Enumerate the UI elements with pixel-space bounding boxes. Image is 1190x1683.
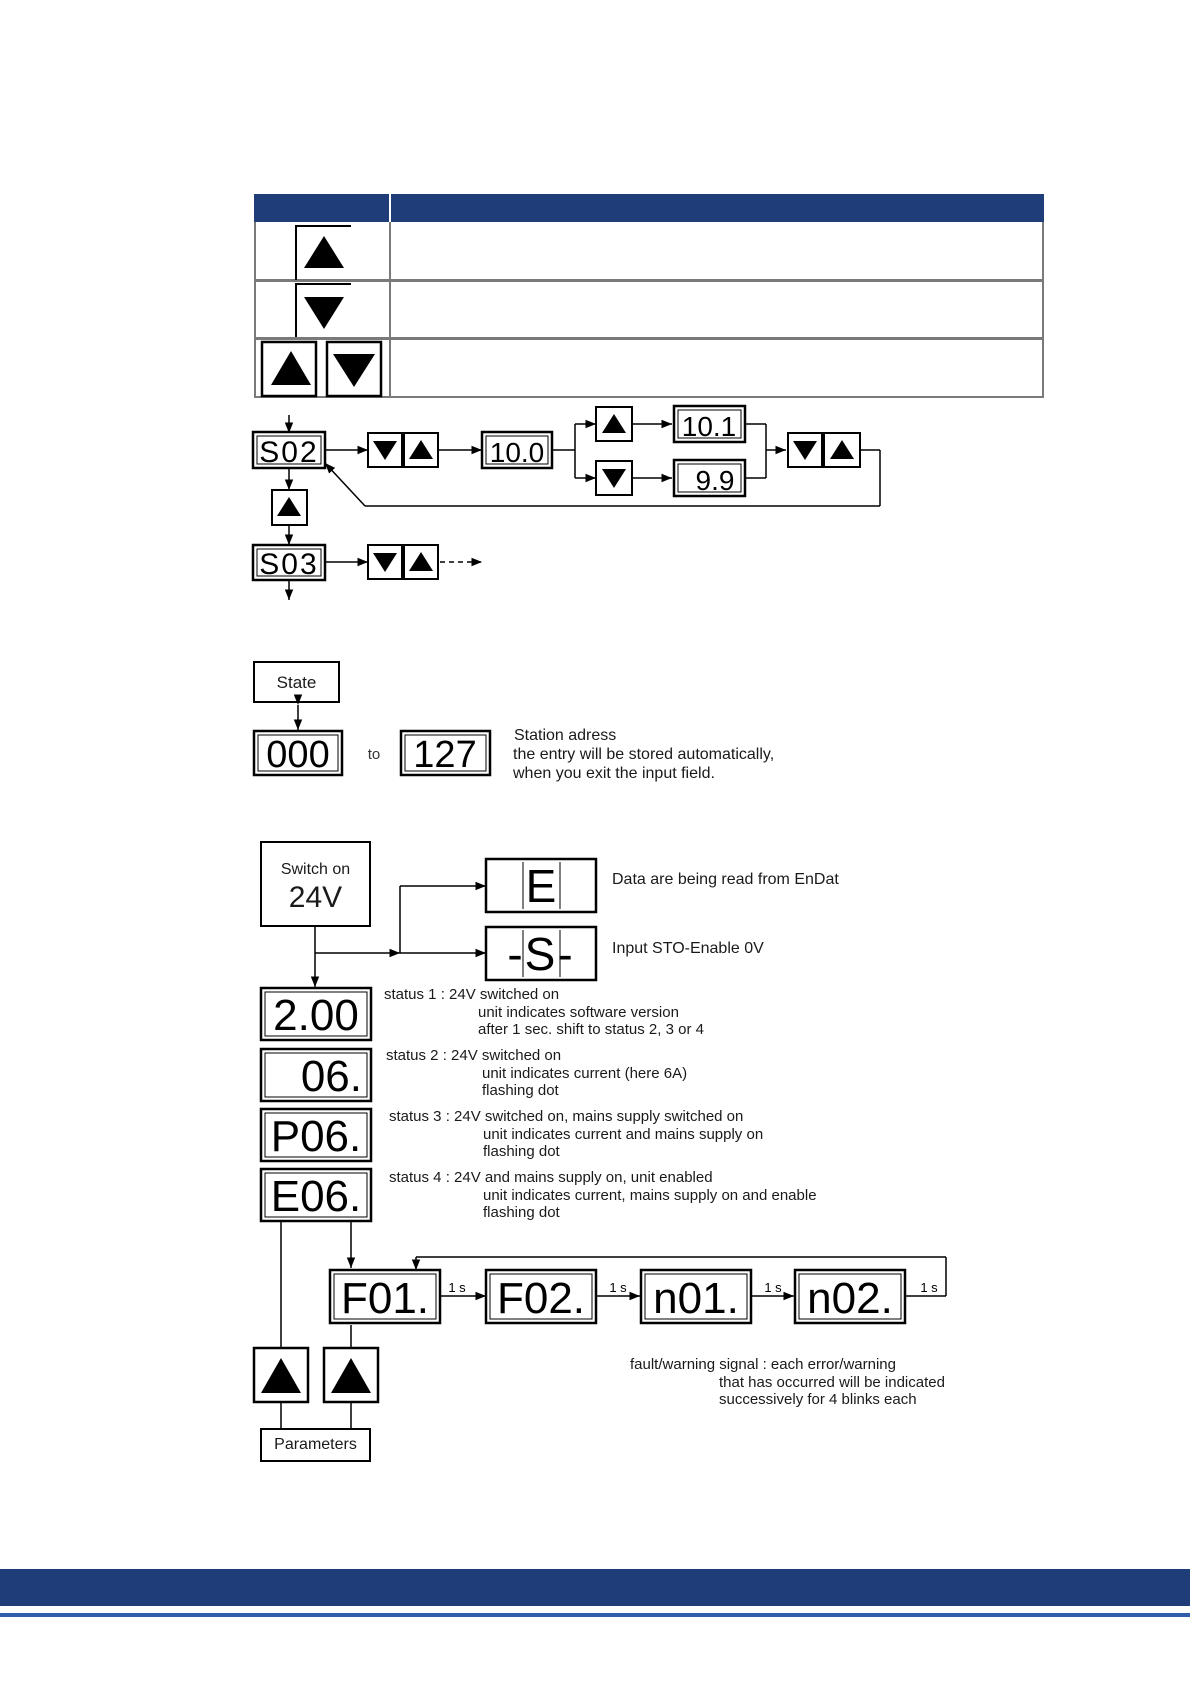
status-line: unit indicates current and mains supply on [483,1126,764,1143]
seven-segment-display [795,1270,905,1323]
fault-desc-line: fault/warning signal : each error/warning [630,1356,896,1373]
display-value: E [525,860,557,912]
footer-line [0,1613,1190,1617]
to-label: to [367,746,381,763]
status-line: flashing dot [482,1082,559,1099]
up-key-icon [824,433,860,467]
display-value: F02. [496,1274,586,1323]
seven-segment-display [674,460,745,496]
station-desc-line: the entry will be stored automatically, [513,746,775,763]
seven-segment-display [261,1109,371,1161]
station-desc-title: Station adress [514,727,617,744]
status-line: status 3 : 24V switched on, mains supply switched on [389,1108,744,1125]
interval-label: 1 s [920,1280,938,1295]
seven-segment-display [674,406,745,442]
display-value: 000 [266,734,330,776]
display-value: 127 [413,734,477,776]
seven-segment-display [253,545,325,581]
seven-segment-display [330,1270,440,1323]
seven-segment-display [641,1270,751,1323]
display-e-desc: Data are being read from EnDat [612,871,839,888]
state-label: State [276,673,317,692]
interval-label: 1 s [764,1280,782,1295]
up-key-icon [254,1348,308,1402]
switch-on-voltage: 24V [288,881,343,914]
display-value: P06. [270,1112,362,1161]
status-line: unit indicates current (here 6A) [482,1065,688,1082]
down-key-icon [368,545,402,579]
status-line: flashing dot [483,1143,560,1160]
display-value: 06. [300,1052,362,1101]
up-key-icon [404,433,438,467]
display-value: n02. [807,1274,893,1323]
up-key-icon [324,1348,378,1402]
down-key-icon [596,461,632,495]
status-line: status 2 : 24V switched on [386,1047,562,1064]
status-line: flashing dot [483,1204,560,1221]
interval-label: 1 s [609,1280,627,1295]
parameter-diagram [0,0,1190,620]
status-line: unit indicates current, mains supply on and enable [483,1187,817,1204]
switch-on-label: Switch on [280,861,351,878]
display-value: S03 [259,548,319,581]
status-line: status 1 : 24V switched on [384,986,560,1003]
status-line: after 1 sec. shift to status 2, 3 or 4 [478,1021,704,1038]
fault-desc-line: successively for 4 blinks each [719,1391,917,1408]
display-value: S02 [259,436,319,469]
display-value: 2.00 [273,991,359,1040]
station-desc-line: when you exit the input field. [513,765,715,782]
seven-segment-display [253,432,325,469]
up-key-icon [404,545,438,579]
display-value: -S- [507,928,575,980]
display-value: 9.9 [695,465,735,496]
display-value: F01. [340,1274,430,1323]
parameters-label: Parameters [274,1436,357,1453]
status-line: unit indicates software version [478,1004,679,1021]
down-key-icon [788,433,822,467]
fault-desc-line: that has occurred will be indicated [719,1374,945,1391]
startup-flow-lines [281,886,946,1428]
status-line: status 4 : 24V and mains supply on, unit enabled [389,1169,713,1186]
up-key-icon [272,490,307,525]
display-s-desc: Input STO-Enable 0V [612,940,764,957]
seven-segment-display [261,1169,371,1221]
seven-segment-display [486,927,596,980]
display-value: 10.1 [681,411,737,442]
seven-segment-display [482,432,552,468]
startup-flow [0,820,1190,1480]
display-value: n01. [653,1274,739,1323]
seven-segment-display [261,988,371,1040]
seven-segment-display [401,731,490,776]
seven-segment-display [261,1049,371,1101]
seven-segment-display [254,731,342,776]
display-value: 10.0 [489,437,545,468]
down-key-icon [368,433,402,467]
display-value: E06. [270,1172,362,1221]
interval-label: 1 s [448,1280,466,1295]
seven-segment-display [486,1270,596,1323]
seven-segment-display [486,859,596,912]
footer-band [0,1569,1190,1606]
up-key-icon [596,407,632,441]
